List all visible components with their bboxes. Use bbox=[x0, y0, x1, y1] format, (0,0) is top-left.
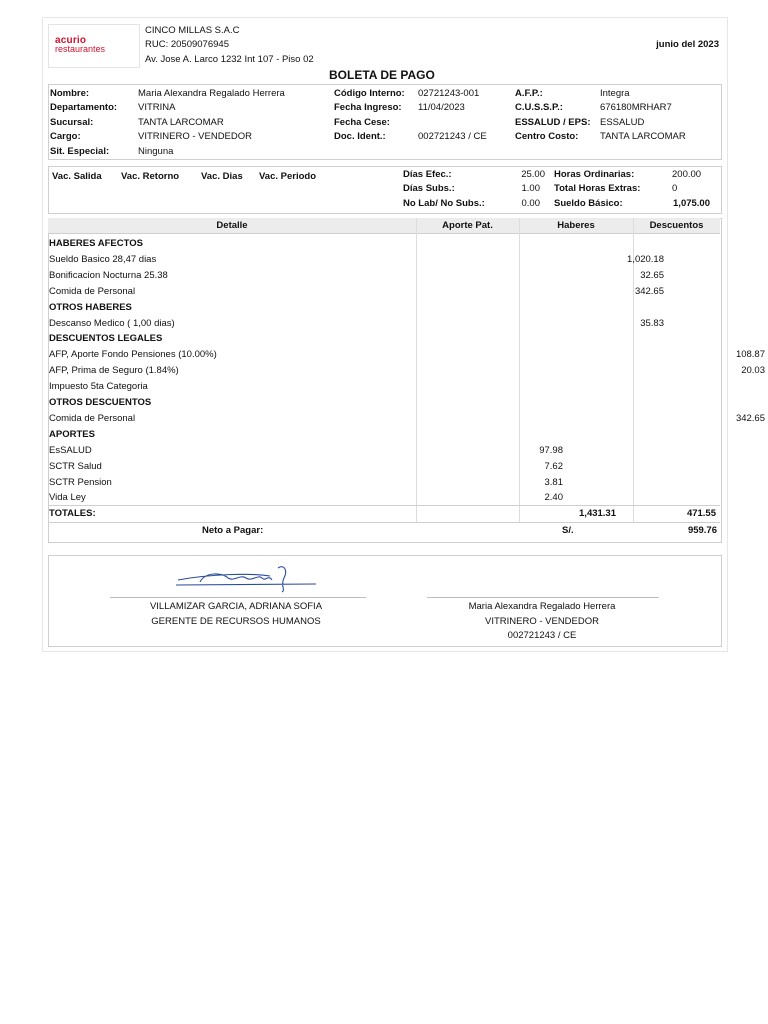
header-aporte: Aporte Pat. bbox=[442, 220, 493, 231]
table-row bbox=[48, 300, 720, 316]
total-haberes: 1,431.31 bbox=[579, 508, 616, 519]
label-horas-ordinarias: Horas Ordinarias: bbox=[554, 169, 635, 180]
table-row bbox=[48, 284, 720, 300]
row-detalle: OTROS DESCUENTOS bbox=[49, 397, 152, 408]
table-header bbox=[48, 218, 720, 234]
row-detalle: Impuesto 5ta Categoria bbox=[49, 381, 148, 393]
header-haberes: Haberes bbox=[557, 220, 595, 231]
label-dias-efec: Días Efec.: bbox=[403, 169, 452, 180]
vac-salida: Vac. Salida bbox=[52, 171, 102, 182]
company-logo bbox=[48, 24, 140, 68]
row-aporte: 3.81 bbox=[544, 476, 563, 488]
label-cussp: C.U.S.S.P.: bbox=[515, 102, 563, 113]
signature-line-left bbox=[110, 597, 366, 598]
table-row bbox=[48, 427, 720, 443]
row-detalle: HABERES AFECTOS bbox=[49, 238, 143, 249]
row-detalle: OTROS HABERES bbox=[49, 301, 132, 313]
table-row bbox=[48, 459, 720, 475]
row-descuentos: 20.03 bbox=[741, 365, 765, 377]
header-detalle: Detalle bbox=[216, 220, 248, 231]
label-afp: A.F.P.: bbox=[515, 88, 543, 99]
row-detalle: AFP, Aporte Fondo Pensiones (10.00%) bbox=[49, 349, 217, 361]
row-detalle: Comida de Personal bbox=[49, 412, 136, 424]
vac-periodo: Vac. Periodo bbox=[259, 171, 317, 182]
table-row bbox=[48, 331, 720, 347]
label-departamento: Departamento: bbox=[50, 102, 118, 113]
value-cargo: VITRINERO - VENDEDOR bbox=[138, 131, 253, 142]
row-descuentos: 108.87 bbox=[735, 349, 765, 361]
table-row bbox=[48, 411, 765, 427]
signer-right-name: Maria Alexandra Regalado Herrera bbox=[468, 601, 616, 612]
signer-left-name: VILLAMIZAR GARCIA, ADRIANA SOFIA bbox=[149, 601, 323, 612]
value-essalud: ESSALUD bbox=[600, 117, 645, 128]
label-cargo: Cargo: bbox=[50, 131, 81, 142]
table-row bbox=[48, 475, 720, 491]
row-haberes: 35.83 bbox=[640, 317, 664, 329]
row-haberes: 342.65 bbox=[634, 285, 664, 297]
value-dias-subs: 1.00 bbox=[521, 183, 540, 194]
row-detalle: APORTES bbox=[49, 428, 95, 440]
row-detalle: SCTR Salud bbox=[49, 460, 102, 472]
total-descuentos: 471.55 bbox=[686, 508, 716, 519]
label-fecha-ingreso: Fecha Ingreso: bbox=[334, 102, 402, 113]
header-descuentos: Descuentos bbox=[649, 220, 704, 231]
row-detalle: Sueldo Basico 28,47 dias bbox=[49, 253, 157, 265]
company-name: CINCO MILLAS S.A.C bbox=[145, 25, 240, 36]
neto-label: Neto a Pagar: bbox=[202, 525, 264, 536]
signature-line-right bbox=[427, 597, 659, 598]
document-title: BOLETA DE PAGO bbox=[329, 68, 435, 82]
label-dias-subs: Días Subs.: bbox=[403, 183, 455, 194]
label-nombre: Nombre: bbox=[50, 88, 90, 99]
logo-text-top: acurio bbox=[55, 35, 87, 46]
value-sueldo-basico: 1,075.00 bbox=[673, 198, 710, 209]
label-sucursal: Sucursal: bbox=[50, 117, 94, 128]
label-doc-ident: Doc. Ident.: bbox=[334, 131, 386, 142]
row-detalle: Bonificacion Nocturna 25.38 bbox=[49, 269, 168, 281]
label-centro-costo: Centro Costo: bbox=[515, 131, 579, 142]
row-detalle: Comida de Personal bbox=[49, 285, 136, 297]
table-row bbox=[48, 443, 720, 459]
row-detalle: SCTR Pension bbox=[49, 476, 112, 488]
table-row bbox=[48, 252, 720, 268]
row-aporte: 97.98 bbox=[539, 444, 563, 456]
row-detalle: Vida Ley bbox=[49, 492, 86, 504]
label-essalud: ESSALUD / EPS: bbox=[515, 117, 591, 128]
signer-right-doc: 002721243 / CE bbox=[507, 630, 577, 641]
value-fecha-ingreso: 11/04/2023 bbox=[418, 102, 465, 113]
value-centro-costo: TANTA LARCOMAR bbox=[600, 131, 686, 142]
logo-text-bottom: restaurantes bbox=[55, 44, 106, 54]
company-ruc: RUC: 20509076945 bbox=[145, 39, 229, 50]
value-nombre: Maria Alexandra Regalado Herrera bbox=[138, 88, 285, 99]
label-no-lab: No Lab/ No Subs.: bbox=[403, 198, 485, 209]
value-sucursal: TANTA LARCOMAR bbox=[138, 117, 224, 128]
label-fecha-cese: Fecha Cese: bbox=[334, 117, 390, 128]
row-haberes: 1,020.18 bbox=[627, 253, 664, 265]
pay-period: junio del 2023 bbox=[656, 39, 719, 50]
value-doc-ident: 002721243 / CE bbox=[418, 131, 487, 142]
vac-dias: Vac. Dias bbox=[201, 171, 243, 182]
signer-left-role: GERENTE DE RECURSOS HUMANOS bbox=[151, 616, 321, 627]
signature-scribble bbox=[170, 560, 320, 596]
table-row bbox=[48, 236, 720, 252]
row-detalle: AFP, Prima de Seguro (1.84%) bbox=[49, 365, 179, 377]
table-row bbox=[48, 347, 765, 363]
value-sit-especial: Ninguna bbox=[138, 146, 174, 157]
row-detalle: DESCUENTOS LEGALES bbox=[49, 333, 163, 345]
row-aporte: 7.62 bbox=[544, 460, 563, 472]
row-aporte: 2.40 bbox=[544, 492, 563, 504]
value-codigo: 02721243-001 bbox=[418, 88, 480, 99]
table-row bbox=[48, 363, 765, 379]
value-cussp: 676180MRHAR7 bbox=[600, 102, 672, 113]
value-horas-ordinarias: 200.00 bbox=[672, 169, 702, 180]
value-horas-extras: 0 bbox=[672, 183, 678, 194]
row-haberes: 32.65 bbox=[640, 269, 664, 281]
totals-divider bbox=[48, 505, 720, 506]
row-detalle: EsSALUD bbox=[49, 444, 92, 456]
row-descuentos: 342.65 bbox=[735, 412, 765, 424]
table-row bbox=[48, 379, 720, 395]
currency-symbol: S/. bbox=[562, 525, 574, 536]
vac-retorno: Vac. Retorno bbox=[121, 171, 180, 182]
totales-label: TOTALES: bbox=[49, 508, 96, 519]
table-row bbox=[48, 316, 720, 332]
company-address: Av. Jose A. Larco 1232 Int 107 - Piso 02 bbox=[145, 54, 314, 65]
neto-value: 959.76 bbox=[687, 525, 717, 536]
label-sit-especial: Sit. Especial: bbox=[50, 146, 110, 157]
table-row bbox=[48, 490, 720, 506]
row-detalle: Descanso Medico ( 1,00 dias) bbox=[49, 317, 175, 329]
neto-divider bbox=[48, 522, 720, 523]
label-horas-extras: Total Horas Extras: bbox=[554, 183, 641, 194]
value-departamento: VITRINA bbox=[138, 102, 176, 113]
table-row bbox=[48, 395, 720, 411]
value-afp: Integra bbox=[600, 88, 630, 99]
table-row bbox=[48, 268, 720, 284]
label-sueldo-basico: Sueldo Básico: bbox=[554, 198, 623, 209]
label-codigo: Código Interno: bbox=[334, 88, 405, 99]
value-dias-efec: 25.00 bbox=[521, 169, 545, 180]
value-no-lab: 0.00 bbox=[521, 198, 540, 209]
signer-right-role: VITRINERO - VENDEDOR bbox=[484, 616, 599, 627]
